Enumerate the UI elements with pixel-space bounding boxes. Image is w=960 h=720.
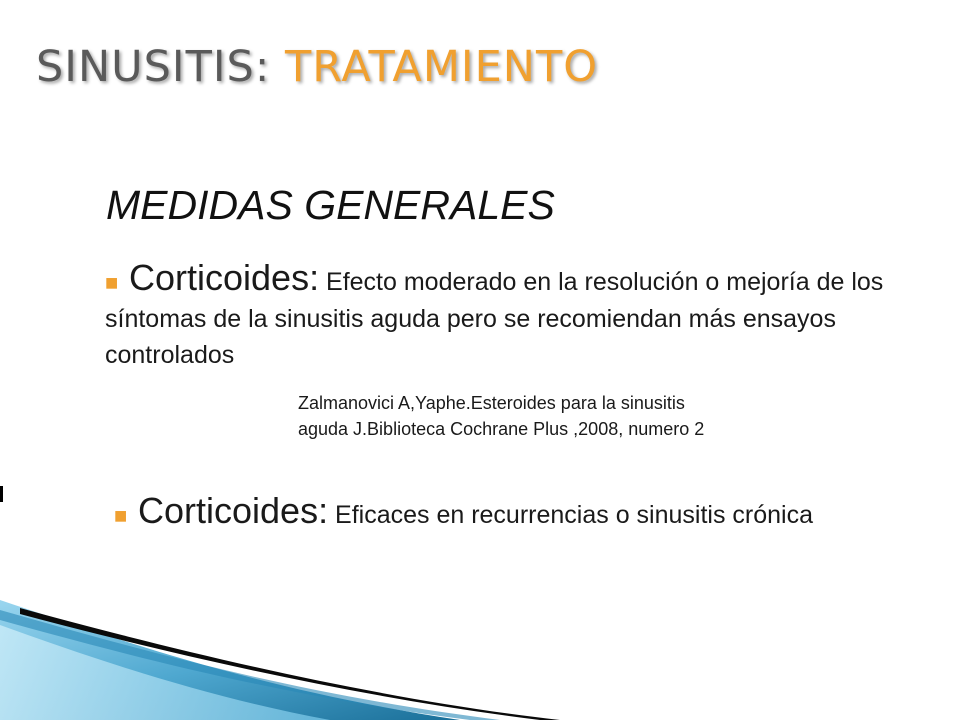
title-accent: TRATAMIENTO — [285, 42, 599, 92]
decorative-swoosh — [0, 580, 960, 720]
bullet-paragraph-1 — [105, 257, 905, 373]
citation-line-2: aguda J.Biblioteca Cochrane Plus ,2008, numero 2 — [298, 419, 705, 439]
bullet-2-lead: Corticoides: — [138, 490, 329, 531]
title-main: SINUSITIS: — [36, 42, 271, 92]
slide-title — [36, 42, 598, 92]
square-bullet-icon: ■ — [114, 503, 128, 528]
citation-line-1: Zalmanovici A,Yaphe.Esteroides para la sinusitis — [298, 393, 685, 413]
section-subtitle: MEDIDAS GENERALES — [106, 182, 555, 228]
bullet-1-lead: Corticoides: — [129, 257, 320, 298]
bullet-2-text: Eficaces en recurrencias o sinusitis crónica — [328, 501, 814, 529]
bullet-1-text: Efecto moderado en la resolución o mejoría de los síntomas de la sinusitis aguda pero se recomiendan más ensayos controlados — [105, 268, 884, 369]
square-bullet-icon: ■ — [105, 270, 119, 295]
citation — [298, 390, 704, 442]
bullet-paragraph-2 — [114, 490, 914, 534]
edge-mark — [0, 486, 3, 502]
